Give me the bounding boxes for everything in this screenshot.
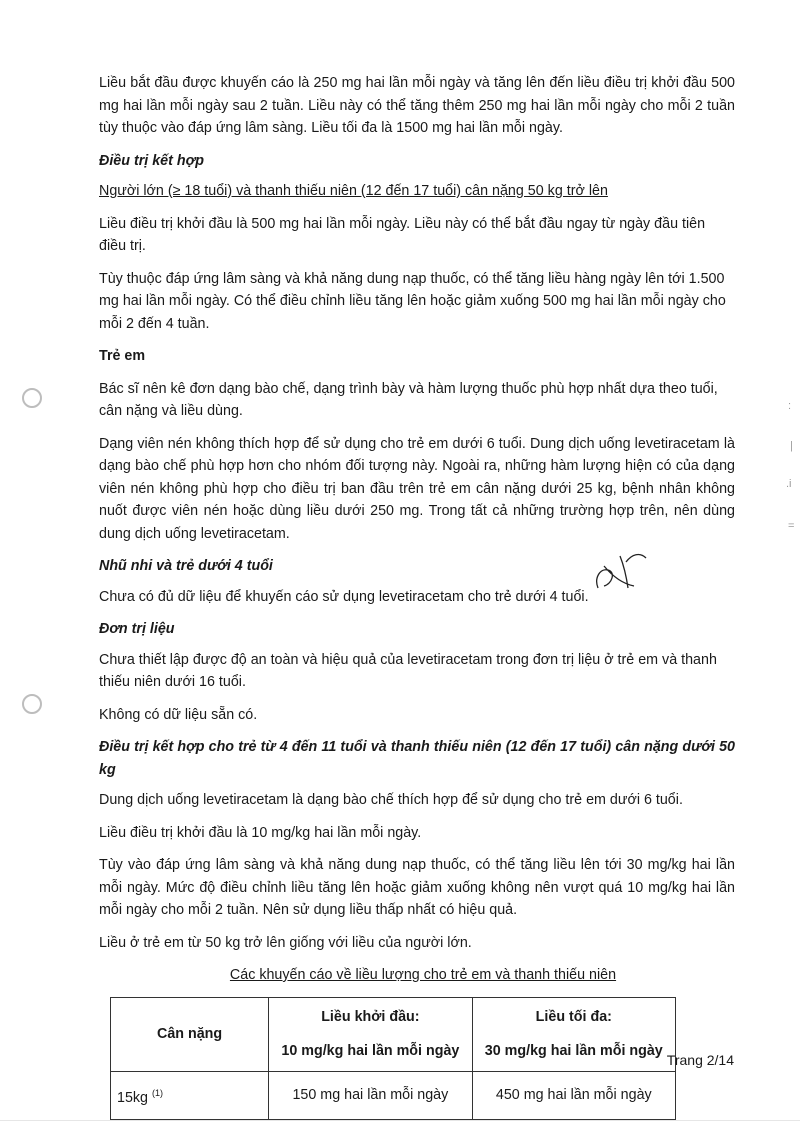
paragraph: Không có dữ liệu sẵn có. [99, 706, 258, 723]
header-weight: Cân nặng [111, 997, 269, 1071]
edge-mark: | [790, 440, 793, 452]
edge-mark: .i [786, 478, 792, 490]
section-heading: Trẻ em [99, 348, 146, 364]
dosage-table [110, 997, 676, 1120]
table-row [111, 1071, 676, 1119]
paragraph: Chưa thiết lập được độ an toàn và hiệu quả của levetiracetam trong đơn trị liệu ở trẻ em và thanh thiếu niên dưới 16 tuổi. [99, 651, 717, 690]
section-heading: Đơn trị liệu [99, 621, 175, 637]
paragraph: Dạng viên nén không thích hợp để sử dụng cho trẻ em dưới 6 tuổi. Dung dịch uống levetiracetam là dạng bào chế phù hợp hơn cho nhóm đối tượng này. Ngoài ra, những hàm lượng hiện có của dạng viên nén không phù hợp cho điều trị ban đầu trên trẻ em cân nặng dưới 25 kg, bệnh nhân không nuốt được viên nén hoặc dùng liều dưới 250 mg. Trong tất cả những trường hợp trên, nên dùng dung dịch uống levetiracetam. [99, 435, 735, 542]
table-header-row [111, 997, 676, 1071]
paragraph: Tùy vào đáp ứng lâm sàng và khả năng dung nạp thuốc, có thể tăng liều lên tới 30 mg/kg hai lần mỗi ngày. Mức độ điều chỉnh liều tăng lên hoặc giảm xuống không nên vượt quá 10 mg/kg hai lần mỗi ngày cho mỗi 2 tuần. Nên sử dụng liều thấp nhất có hiệu quả. [99, 857, 735, 918]
signature-mark [590, 548, 650, 596]
page-edge [0, 1120, 800, 1121]
edge-mark: : [788, 400, 792, 412]
paragraph: Liều ở trẻ em từ 50 kg trở lên giống với liều của người lớn. [99, 934, 472, 951]
punch-hole-mark [22, 694, 42, 714]
cell-start-dose: 150 mg hai lần mỗi ngày [269, 1071, 472, 1119]
page-number: Trang 2/14 [666, 1052, 734, 1068]
punch-hole-mark [22, 388, 42, 408]
paragraph: Liều bắt đầu được khuyến cáo là 250 mg hai lần mỗi ngày và tăng lên đến liều điều trị khởi đầu 500 mg hai lần mỗi ngày sau 2 tuần. Liều này có thể tăng thêm 250 mg hai lần mỗi ngày cho mỗi 2 tuần tùy thuộc vào đáp ứng lâm sàng. Liều tối đa là 1500 mg hai lần mỗi ngày. [99, 75, 735, 136]
footnote-ref: (1) [152, 1087, 163, 1098]
paragraph: Tùy thuộc đáp ứng lâm sàng và khả năng dung nạp thuốc, có thể tăng liều hàng ngày lên tới 1.500 mg hai lần mỗi ngày. Có thể điều chỉnh liều tăng lên hoặc giảm xuống 500 mg hai lần mỗi ngày cho mỗi 2 đến 4 tuần. [99, 270, 726, 332]
cell-max-dose: 450 mg hai lần mỗi ngày [472, 1071, 675, 1119]
paragraph: Liều điều trị khởi đầu là 500 mg hai lần mỗi ngày. Liều này có thể bắt đầu ngay từ ngày đầu tiên điều trị. [99, 215, 706, 254]
section-heading: Điều trị kết hợp cho trẻ từ 4 đến 11 tuổi và thanh thiếu niên (12 đến 17 tuổi) cân nặng dưới 50 kg [99, 739, 735, 778]
paragraph: Chưa có đủ dữ liệu để khuyến cáo sử dụng levetiracetam cho trẻ dưới 4 tuổi. [99, 588, 589, 605]
header-max-dose: Liều tối đa: 30 mg/kg hai lần mỗi ngày [472, 997, 675, 1071]
section-heading: Điều trị kết hợp [99, 152, 204, 169]
paragraph: Liều điều trị khởi đầu là 10 mg/kg hai lần mỗi ngày. [99, 824, 422, 841]
paragraph: Bác sĩ nên kê đơn dạng bào chế, dạng trình bày và hàm lượng thuốc phù hợp nhất dựa theo tuổi, cân nặng và liều dùng. [99, 380, 718, 419]
subsection-heading: Người lớn (≥ 18 tuổi) và thanh thiếu niên (12 đến 17 tuổi) cân nặng 50 kg trở lên [99, 183, 608, 199]
section-heading: Nhũ nhi và trẻ dưới 4 tuổi [99, 558, 273, 574]
edge-mark: = [788, 520, 795, 532]
header-start-dose: Liều khởi đầu: 10 mg/kg hai lần mỗi ngày [269, 997, 472, 1071]
table-caption: Các khuyến cáo về liều lượng cho trẻ em và thanh thiếu niên [229, 967, 617, 983]
cell-weight: 15kg $^{(1)}$ [111, 1071, 269, 1119]
paragraph: Dung dịch uống levetiracetam là dạng bào chế thích hợp để sử dụng cho trẻ em dưới 6 tuổi. [99, 792, 683, 808]
